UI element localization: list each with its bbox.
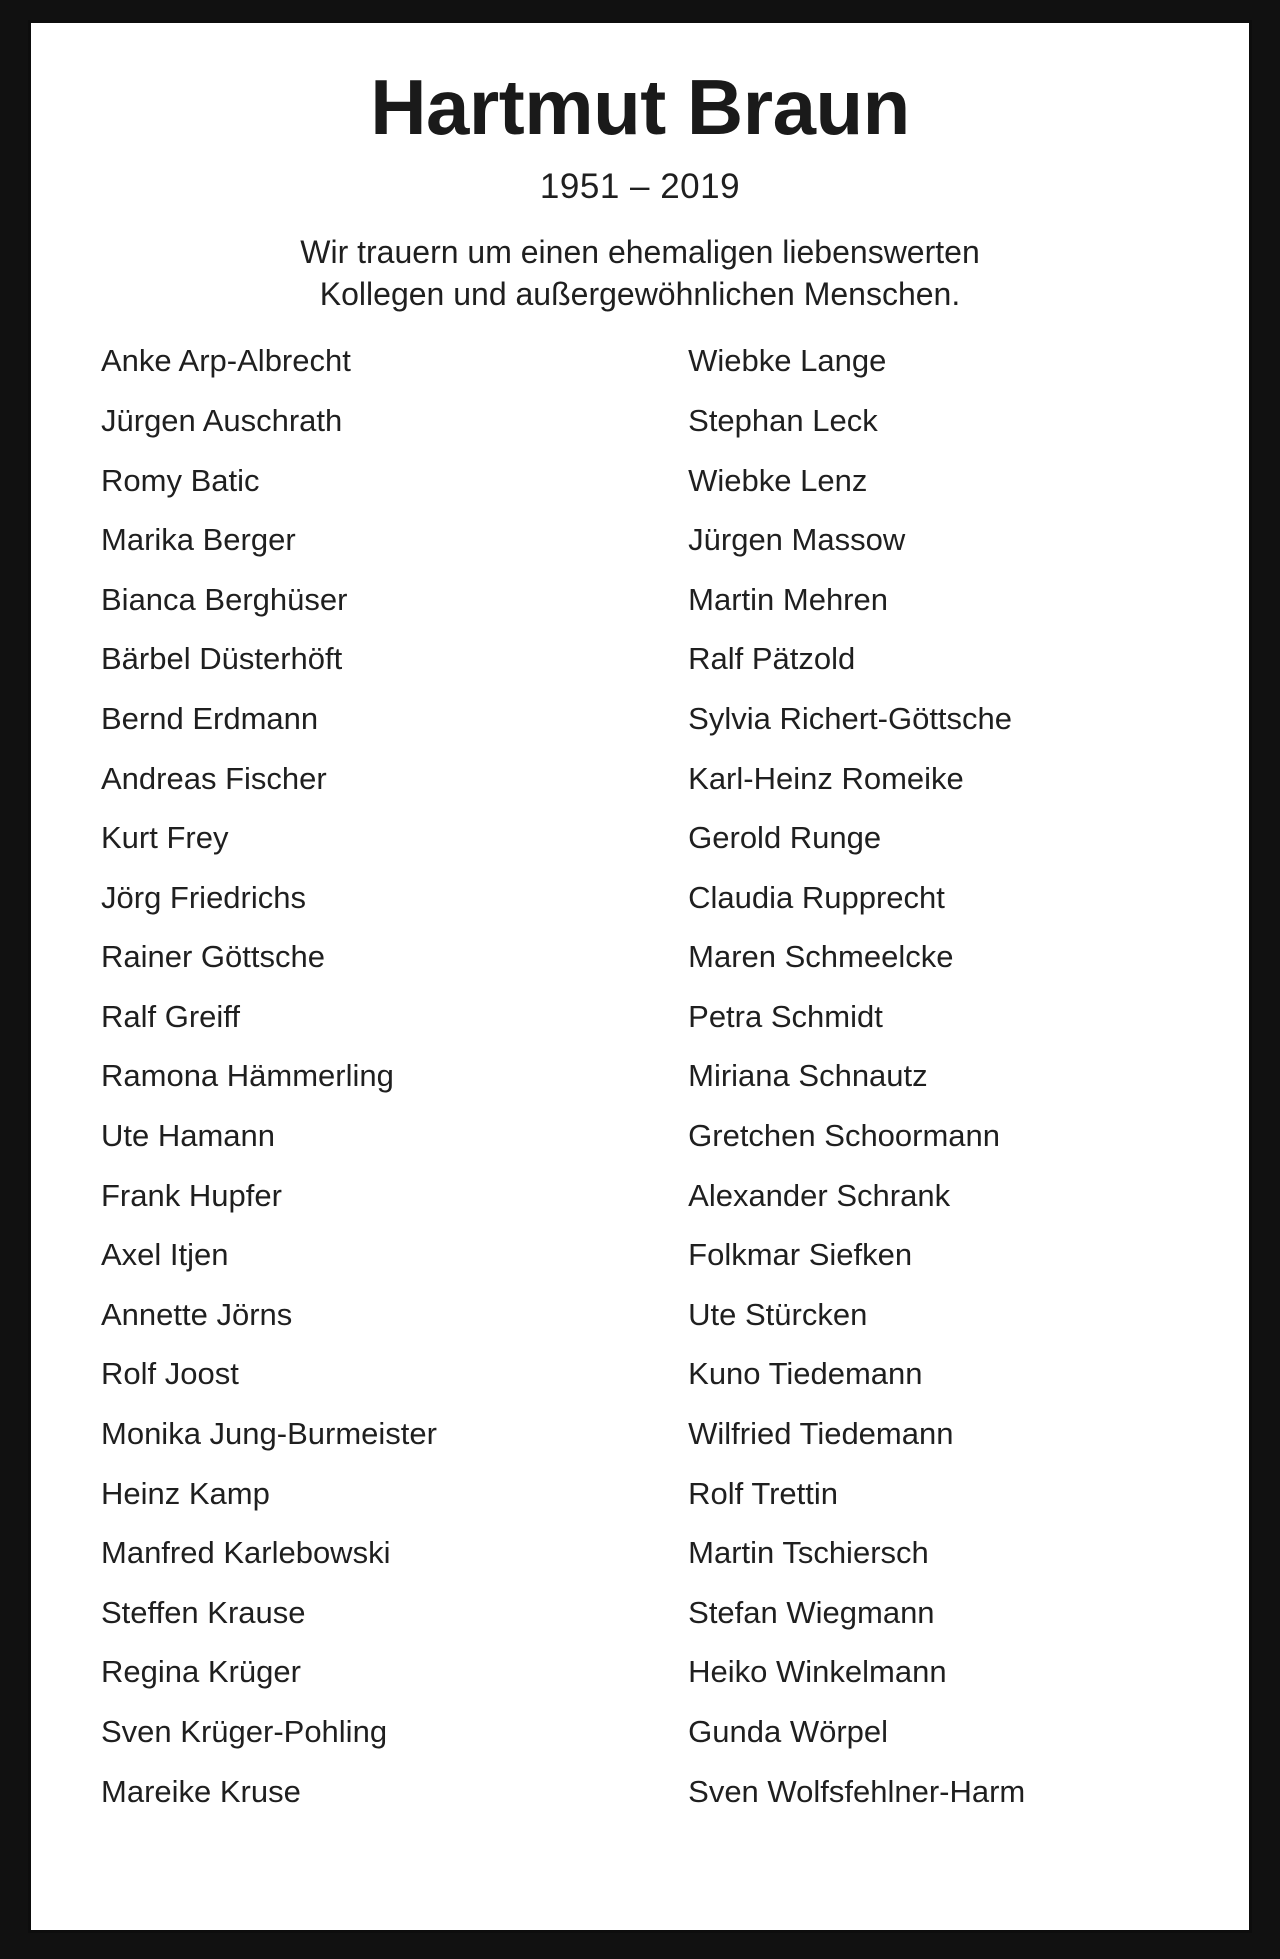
mourner-name: Jörg Friedrichs xyxy=(101,879,306,915)
mourner-name: Petra Schmidt xyxy=(688,998,883,1034)
mourner-name: Ute Hamann xyxy=(101,1118,276,1154)
mourner-name: Ute Stürcken xyxy=(688,1296,868,1332)
mourner-name: Ralf Greiff xyxy=(101,998,240,1034)
mourner-name: Ramona Hämmerling xyxy=(101,1058,394,1094)
mourner-name: Steffen Krause xyxy=(101,1594,306,1630)
mourner-name: Marika Berger xyxy=(101,522,296,558)
mourner-name: Gunda Wörpel xyxy=(688,1714,889,1750)
mourner-name: Sven Krüger-Pohling xyxy=(101,1714,388,1750)
mourner-name: Stefan Wiegmann xyxy=(688,1594,935,1630)
mourner-name: Rolf Joost xyxy=(101,1356,239,1392)
mourner-name: Maren Schmeelcke xyxy=(688,939,954,975)
mourner-name: Martin Mehren xyxy=(688,581,888,617)
mourner-name: Sylvia Richert-Göttsche xyxy=(688,700,1013,736)
mourner-name: Miriana Schnautz xyxy=(688,1058,928,1094)
mourner-name: Axel Itjen xyxy=(101,1237,229,1273)
mourner-name: Gretchen Schoormann xyxy=(688,1118,1001,1154)
mourner-name: Claudia Rupprecht xyxy=(688,879,945,915)
tribute-line-2: Kollegen und außergewöhnlichen Menschen. xyxy=(319,276,961,313)
mourner-name: Andreas Fischer xyxy=(101,760,327,796)
mourner-name: Frank Hupfer xyxy=(101,1177,282,1213)
mourner-name: Annette Jörns xyxy=(101,1296,293,1332)
page-title: Hartmut Braun xyxy=(370,63,910,151)
mourner-name: Heinz Kamp xyxy=(101,1475,270,1511)
mourner-name: Manfred Karlebowski xyxy=(101,1535,391,1571)
mourner-name: Rolf Trettin xyxy=(688,1475,839,1511)
mourner-name: Wiebke Lenz xyxy=(688,462,868,498)
mourners-column-right xyxy=(688,345,1197,1900)
mourners-column-left xyxy=(83,345,688,1900)
mourner-name: Heiko Winkelmann xyxy=(688,1654,947,1690)
mourner-name: Monika Jung-Burmeister xyxy=(101,1416,437,1452)
mourner-name: Jürgen Massow xyxy=(688,522,906,558)
mourner-name: Anke Arp-Albrecht xyxy=(101,343,351,379)
obituary-notice-card xyxy=(28,20,1252,1933)
mourner-name: Martin Tschiersch xyxy=(688,1535,929,1571)
mourner-name: Mareike Kruse xyxy=(101,1773,301,1809)
mourner-name: Gerold Runge xyxy=(688,820,882,856)
mourner-name: Jürgen Auschrath xyxy=(101,402,343,438)
mourner-name: Regina Krüger xyxy=(101,1654,301,1690)
mourner-name: Bianca Berghüser xyxy=(101,581,348,617)
mourner-name: Wiebke Lange xyxy=(688,343,887,379)
mourner-name: Alexander Schrank xyxy=(688,1177,951,1213)
mourners-list xyxy=(83,345,1197,1900)
mourner-name: Sven Wolfsfehlner-Harm xyxy=(688,1773,1026,1809)
mourner-name: Folkmar Siefken xyxy=(688,1237,913,1273)
mourner-name: Rainer Göttsche xyxy=(101,939,325,975)
mourner-name: Romy Batic xyxy=(101,462,260,498)
mourner-name: Ralf Pätzold xyxy=(688,641,856,677)
mourner-name: Bernd Erdmann xyxy=(101,700,319,736)
tribute-line-1: Wir trauern um einen ehemaligen liebenswerten xyxy=(300,233,980,270)
mourner-name: Kurt Frey xyxy=(101,820,229,856)
life-years: 1951 – 2019 xyxy=(539,166,741,206)
mourner-name: Karl-Heinz Romeike xyxy=(688,760,964,796)
mourner-name: Bärbel Düsterhöft xyxy=(101,641,343,677)
mourner-name: Wilfried Tiedemann xyxy=(688,1416,954,1452)
mourner-name: Kuno Tiedemann xyxy=(688,1356,923,1392)
mourner-name: Stephan Leck xyxy=(688,402,878,438)
tribute-text xyxy=(83,231,1197,315)
